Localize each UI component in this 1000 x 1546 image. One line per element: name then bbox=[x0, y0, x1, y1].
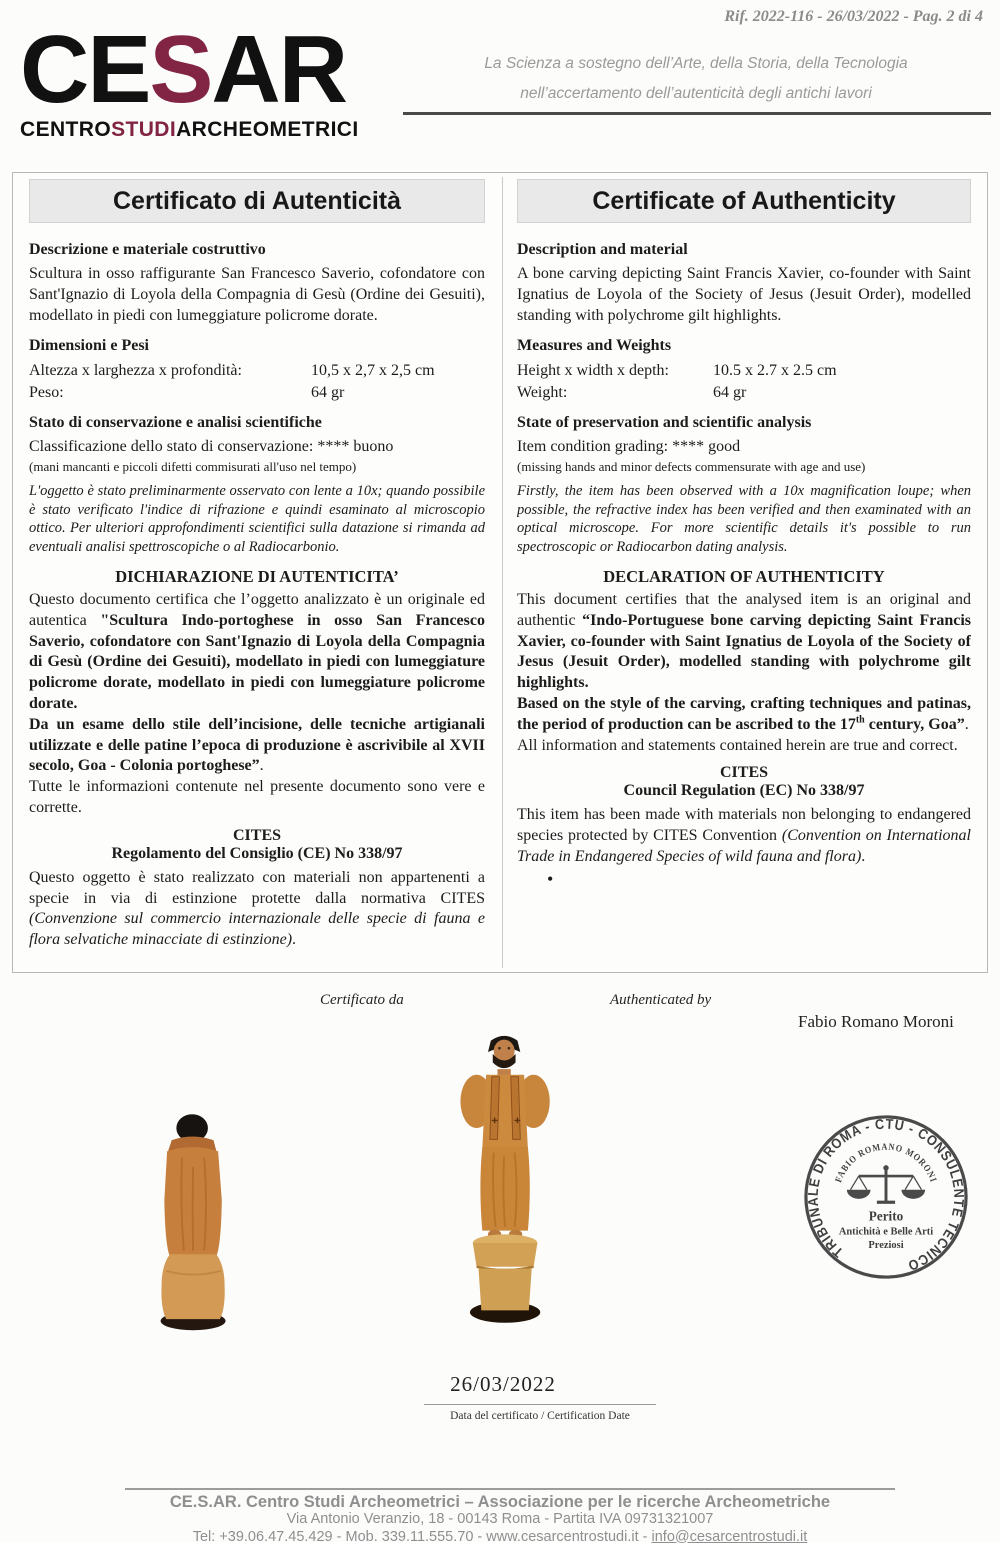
dim-label-it: Altezza x larghezza x profondità: bbox=[29, 360, 311, 381]
dim-heading-en: Measures and Weights bbox=[517, 337, 971, 355]
declaration-intro-it: Questo documento certifica che l’oggetto analizzato è un originale ed autentica bbox=[29, 591, 485, 629]
column-english bbox=[517, 237, 971, 968]
logo-sub-archeometrici: ARCHEOMETRICI bbox=[176, 118, 359, 141]
certified-by-label-it: Certificato da bbox=[320, 992, 404, 1009]
cites-italic-it: (Convenzione sul commercio internazionale delle specie di fauna e flora selvatiche minacciate di estinzione) bbox=[29, 910, 485, 948]
column-italian bbox=[29, 237, 485, 968]
declaration-superscript-en: th bbox=[856, 714, 865, 725]
weight-row-it bbox=[29, 382, 485, 403]
certificate-table bbox=[12, 172, 988, 973]
date-underline bbox=[424, 1404, 656, 1405]
cites-end-en: . bbox=[861, 848, 865, 865]
signer-name: Fabio Romano Moroni bbox=[798, 1012, 954, 1032]
desc-text-it: Scultura in osso raffigurante San Francesco Saverio, cofondatore con Sant'Ignazio di Loyola della Compagnia di Gesù (Ordine dei Gesuiti), modellato in piedi con lumeggiature policrome dorate. bbox=[29, 264, 485, 326]
weight-label-en: Weight: bbox=[517, 382, 713, 403]
stamp-subtitle-1: Antichità e Belle Arti bbox=[839, 1226, 933, 1237]
statue-front-photo bbox=[450, 1026, 564, 1344]
dim-value-en: 10.5 x 2.7 x 2.5 cm bbox=[713, 360, 837, 381]
weight-value-it: 64 gr bbox=[311, 382, 344, 403]
declaration-paragraph-it bbox=[29, 590, 485, 819]
footer-company-line: CE.S.AR. Centro Studi Archeometrici – Associazione per le ricerche Archeometriche bbox=[0, 1493, 1000, 1511]
dim-value-it: 10,5 x 2,7 x 2,5 cm bbox=[311, 360, 435, 381]
declaration-bold2-post-en: century, Goa” bbox=[865, 716, 965, 733]
logo-part-ar: AR bbox=[211, 16, 346, 123]
email-link[interactable]: info@cesarcentrostudi.it bbox=[652, 1529, 808, 1545]
stamp-subtitle-2: Preziosi bbox=[868, 1240, 903, 1251]
header-divider bbox=[403, 112, 991, 115]
weight-row-en bbox=[517, 382, 971, 403]
cites-end-it: . bbox=[292, 931, 296, 948]
grading-note-it: (mani mancanti e piccoli difetti commisurati all'uso nel tempo) bbox=[29, 459, 485, 475]
cites-paragraph-en bbox=[517, 805, 971, 867]
scales-icon bbox=[847, 1165, 925, 1204]
cites-italic-en: (Convention on International Trade in Endangered Species of wild fauna and flora) bbox=[517, 827, 971, 865]
footer bbox=[0, 1493, 1000, 1546]
declaration-bold2-end-it: . bbox=[260, 757, 264, 774]
dim-label-en: Height x width x depth: bbox=[517, 360, 713, 381]
declaration-bold1-it: "Scultura Indo-portoghese in osso San Francesco Saverio, cofondatore con Sant'Ignazio di Loyola della Compagnia di Gesù (Ordine dei Gesuiti), modellato in piedi con lumeggiature policrome dorate, modellato in piedi con lumeggiature policrome dorate. bbox=[29, 612, 485, 712]
stamp-ring-text: TRIBUNALE DI ROMA - CTU - CONSULENTE TECNICO bbox=[805, 1116, 968, 1275]
expert-stamp bbox=[795, 1106, 977, 1288]
dimension-row-it bbox=[29, 360, 485, 381]
stamp-title: Perito bbox=[869, 1209, 904, 1224]
footer-contact-line bbox=[0, 1529, 1000, 1546]
certificate-title-it: Certificato di Autenticità bbox=[29, 179, 485, 223]
declaration-bold1-en: “Indo-Portuguese bone carving depicting Saint Francis Xavier, co-founder with Saint Ignatius de Loyola of the Society of Jesus (Jesuit Order), modelled standing with polychrome gilt highlights. bbox=[517, 612, 971, 691]
column-divider bbox=[502, 177, 503, 968]
cites-paragraph-it bbox=[29, 868, 485, 951]
declaration-heading-en: DECLARATION OF AUTHENTICITY bbox=[517, 567, 971, 587]
grading-note-en: (missing hands and minor defects commensurate with age and use) bbox=[517, 459, 971, 475]
declaration-close-en: All information and statements contained herein are true and correct. bbox=[517, 737, 958, 754]
declaration-bold2-en: Based on the style of the carving, crafting techniques and patinas, the period of production can be ascribed to the 17 bbox=[517, 695, 971, 733]
stamp-arc-name: FABIO ROMANO MORONI bbox=[833, 1142, 939, 1185]
logo-wordmark bbox=[20, 26, 365, 114]
cites-subheading-en: Council Regulation (EC) No 338/97 bbox=[517, 782, 971, 800]
dimension-row-en bbox=[517, 360, 971, 381]
tagline-line-1: La Scienza a sostegno dell’Arte, della Storia, della Tecnologia bbox=[400, 55, 992, 73]
grading-text-en: Item condition grading: **** good bbox=[517, 437, 971, 458]
cesar-logo bbox=[20, 26, 365, 142]
declaration-heading-it: DICHIARAZIONE DI AUTENTICITA’ bbox=[29, 567, 485, 587]
certificate-title-en: Certificate of Authenticity bbox=[517, 179, 971, 223]
desc-text-en: A bone carving depicting Saint Francis Xavier, co-founder with Saint Ignatius de Loyola of the Society of Jesus (Jesuit Order), modelled standing with polychrome gilt highlights. bbox=[517, 264, 971, 326]
statue-back-photo bbox=[143, 1106, 245, 1344]
method-text-en: Firstly, the item has been observed with a 10x magnification loupe; when possible, the refractive index has been verified and then examinated with an optical microscope. For more scientific details it's possible to run spectroscopic or Radiocarbon dating analysis. bbox=[517, 482, 971, 557]
logo-sub-centro: CENTRO bbox=[20, 118, 111, 141]
logo-sub-studi: STUDI bbox=[111, 118, 176, 141]
state-heading-it: Stato di conservazione e analisi scientifiche bbox=[29, 414, 485, 432]
footer-phone: Tel: +39.06.47.45.429 - Mob. 339.11.555.70 - bbox=[193, 1529, 487, 1545]
logo-part-s: S bbox=[149, 16, 211, 123]
certification-date: 26/03/2022 bbox=[400, 1372, 606, 1397]
desc-heading-it: Descrizione e materiale costruttivo bbox=[29, 241, 485, 259]
declaration-paragraph-en bbox=[517, 590, 971, 756]
bullet-point: • bbox=[547, 870, 971, 888]
method-text-it: L'oggetto è stato preliminarmente osservato con lente a 10x; quando possibile è stato verificato l'indice di rifrazione e quindi esaminato al microscopio ottico. Per ulteriori approfondimenti scientifici sulla datazione si rimanda ad eventuali analisi spettroscopiche o al Radiocarbonio. bbox=[29, 482, 485, 557]
weight-value-en: 64 gr bbox=[713, 382, 746, 403]
desc-heading-en: Description and material bbox=[517, 241, 971, 259]
logo-part-ce: CE bbox=[20, 16, 149, 123]
weight-label-it: Peso: bbox=[29, 382, 311, 403]
footer-divider bbox=[125, 1488, 895, 1490]
dim-heading-it: Dimensioni e Pesi bbox=[29, 337, 485, 355]
declaration-intro-en: This document certifies that the analysed item is an original and authentic bbox=[517, 591, 971, 629]
state-heading-en: State of preservation and scientific analysis bbox=[517, 414, 971, 432]
declaration-bold2-it: Da un esame dello stile dell’incisione, delle tecniche artigianali utilizzate e delle patine l’epoca di produzione è ascrivibile al XVII secolo, Goa - Colonia portoghese” bbox=[29, 716, 485, 775]
footer-separator: - bbox=[639, 1529, 652, 1545]
date-caption: Data del certificato / Certification Date bbox=[380, 1410, 700, 1422]
declaration-close-it: Tutte le informazioni contenute nel presente documento sono vere e corrette. bbox=[29, 778, 485, 816]
logo-subtitle bbox=[20, 118, 365, 142]
website-text: www.cesarcentrostudi.it bbox=[486, 1529, 638, 1545]
cites-text-it: Questo oggetto è stato realizzato con materiali non appartenenti a specie in via di estinzione protette dalla normativa CITES bbox=[29, 869, 485, 907]
reference-line: Rif. 2022-116 - 26/03/2022 - Pag. 2 di 4 bbox=[724, 8, 983, 26]
cites-heading-en: CITES bbox=[517, 764, 971, 782]
cites-subheading-it: Regolamento del Consiglio (CE) No 338/97 bbox=[29, 845, 485, 863]
company-tagline bbox=[400, 55, 992, 103]
certified-by-label-en: Authenticated by bbox=[610, 992, 711, 1009]
declaration-bold2-end-en: . bbox=[965, 716, 969, 733]
footer-address-line: Via Antonio Veranzio, 18 - 00143 Roma - Partita IVA 09731321007 bbox=[0, 1511, 1000, 1529]
cites-heading-it: CITES bbox=[29, 827, 485, 845]
grading-text-it: Classificazione dello stato di conservazione: **** buono bbox=[29, 437, 485, 458]
tagline-line-2: nell’accertamento dell’autenticità degli antichi lavori bbox=[400, 85, 992, 103]
cites-text-en: This item has been made with materials non belonging to endangered species protected by CITES Convention bbox=[517, 806, 971, 844]
